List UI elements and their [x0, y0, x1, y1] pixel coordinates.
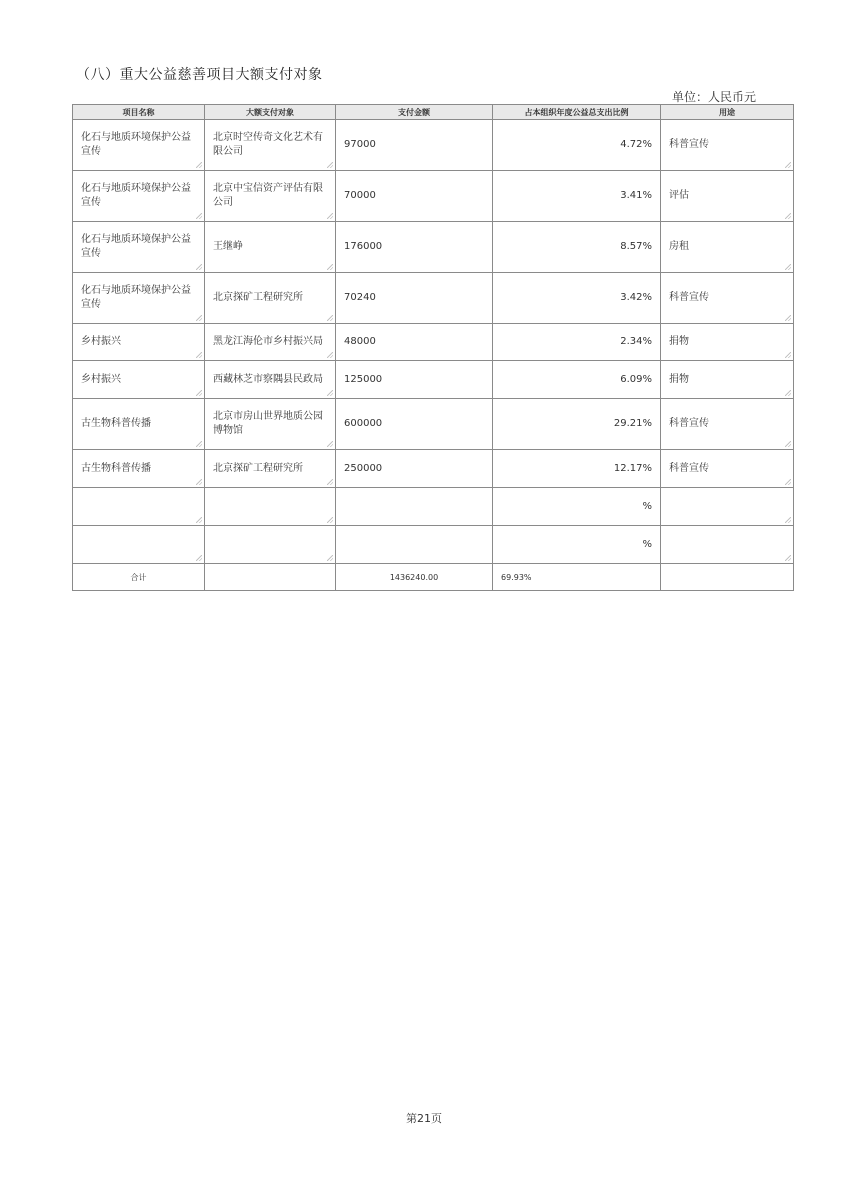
project-cell[interactable]: 乡村振兴 [73, 361, 205, 399]
resize-grip-icon[interactable] [327, 315, 333, 321]
resize-grip-icon[interactable] [327, 264, 333, 270]
table-row [73, 526, 794, 564]
resize-grip-icon[interactable] [327, 555, 333, 561]
payee-cell[interactable] [205, 526, 336, 564]
header-project: 项目名称 [73, 105, 205, 120]
payee-cell[interactable]: 北京探矿工程研究所 [205, 273, 336, 324]
amount-cell[interactable]: 176000 [336, 222, 493, 273]
resize-grip-icon[interactable] [196, 162, 202, 168]
amount-cell[interactable] [336, 526, 493, 564]
header-amount: 支付金额 [336, 105, 493, 120]
ratio-cell: 12.17% [493, 450, 661, 488]
resize-grip-icon[interactable] [785, 390, 791, 396]
table-row [73, 171, 794, 222]
payee-cell[interactable]: 西藏林芝市察隅县民政局 [205, 361, 336, 399]
resize-grip-icon[interactable] [196, 441, 202, 447]
total-amount: 1436240.00 [336, 564, 493, 591]
project-cell[interactable] [73, 488, 205, 526]
ratio-cell: 29.21% [493, 399, 661, 450]
header-use: 用途 [661, 105, 794, 120]
resize-grip-icon[interactable] [196, 213, 202, 219]
ratio-cell: 2.34% [493, 324, 661, 361]
payee-cell[interactable]: 黑龙江海伦市乡村振兴局 [205, 324, 336, 361]
use-cell[interactable]: 捐物 [661, 361, 794, 399]
table-row [73, 450, 794, 488]
amount-cell[interactable]: 250000 [336, 450, 493, 488]
total-label: 合计 [73, 564, 205, 591]
page-number: 第21页 [406, 1112, 442, 1125]
total-use-cell [661, 564, 794, 591]
amount-cell[interactable]: 70000 [336, 171, 493, 222]
amount-cell[interactable]: 600000 [336, 399, 493, 450]
section-title: （八）重大公益慈善项目大额支付对象 [76, 67, 323, 83]
resize-grip-icon[interactable] [327, 517, 333, 523]
ratio-cell: 4.72% [493, 120, 661, 171]
use-cell[interactable] [661, 526, 794, 564]
ratio-cell: 6.09% [493, 361, 661, 399]
amount-cell[interactable]: 97000 [336, 120, 493, 171]
resize-grip-icon[interactable] [327, 479, 333, 485]
resize-grip-icon[interactable] [785, 555, 791, 561]
use-cell[interactable]: 评估 [661, 171, 794, 222]
amount-cell[interactable] [336, 488, 493, 526]
table-header-row [73, 105, 794, 120]
resize-grip-icon[interactable] [327, 213, 333, 219]
project-cell[interactable]: 古生物科普传播 [73, 399, 205, 450]
payee-cell[interactable] [205, 488, 336, 526]
table-row [73, 120, 794, 171]
resize-grip-icon[interactable] [785, 162, 791, 168]
use-cell[interactable]: 科普宣传 [661, 450, 794, 488]
resize-grip-icon[interactable] [196, 555, 202, 561]
table-row [73, 488, 794, 526]
project-cell[interactable]: 化石与地质环境保护公益宣传 [73, 171, 205, 222]
resize-grip-icon[interactable] [327, 352, 333, 358]
use-cell[interactable]: 科普宣传 [661, 120, 794, 171]
table-row [73, 222, 794, 273]
amount-cell[interactable]: 70240 [336, 273, 493, 324]
unit-label: 单位：人民币元 [672, 90, 757, 104]
project-cell[interactable] [73, 526, 205, 564]
amount-cell[interactable]: 48000 [336, 324, 493, 361]
header-ratio: 占本组织年度公益总支出比例 [493, 105, 661, 120]
total-ratio: 69.93% [493, 564, 661, 591]
table-row [73, 361, 794, 399]
resize-grip-icon[interactable] [785, 315, 791, 321]
table-row [73, 324, 794, 361]
use-cell[interactable]: 捐物 [661, 324, 794, 361]
resize-grip-icon[interactable] [196, 264, 202, 270]
payee-cell[interactable]: 北京探矿工程研究所 [205, 450, 336, 488]
payee-cell[interactable]: 北京中宝信资产评估有限公司 [205, 171, 336, 222]
resize-grip-icon[interactable] [196, 315, 202, 321]
total-row [73, 564, 794, 591]
payment-table [72, 104, 794, 591]
resize-grip-icon[interactable] [785, 213, 791, 219]
resize-grip-icon[interactable] [196, 352, 202, 358]
resize-grip-icon[interactable] [196, 479, 202, 485]
ratio-cell: 3.41% [493, 171, 661, 222]
resize-grip-icon[interactable] [785, 264, 791, 270]
amount-cell[interactable]: 125000 [336, 361, 493, 399]
header-payee: 大额支付对象 [205, 105, 336, 120]
resize-grip-icon[interactable] [785, 441, 791, 447]
project-cell[interactable]: 乡村振兴 [73, 324, 205, 361]
resize-grip-icon[interactable] [785, 517, 791, 523]
resize-grip-icon[interactable] [196, 517, 202, 523]
resize-grip-icon[interactable] [327, 441, 333, 447]
use-cell[interactable]: 科普宣传 [661, 273, 794, 324]
resize-grip-icon[interactable] [196, 390, 202, 396]
total-payee-cell [205, 564, 336, 591]
payee-cell[interactable]: 王继峥 [205, 222, 336, 273]
resize-grip-icon[interactable] [785, 479, 791, 485]
ratio-cell: 3.42% [493, 273, 661, 324]
ratio-cell: 8.57% [493, 222, 661, 273]
project-cell[interactable]: 化石与地质环境保护公益宣传 [73, 222, 205, 273]
payee-cell[interactable]: 北京市房山世界地质公园博物馆 [205, 399, 336, 450]
ratio-cell: % [493, 488, 661, 526]
resize-grip-icon[interactable] [785, 352, 791, 358]
table-row [73, 273, 794, 324]
resize-grip-icon[interactable] [327, 390, 333, 396]
project-cell[interactable]: 化石与地质环境保护公益宣传 [73, 273, 205, 324]
payee-cell[interactable]: 北京时空传奇文化艺术有限公司 [205, 120, 336, 171]
project-cell[interactable]: 化石与地质环境保护公益宣传 [73, 120, 205, 171]
use-cell[interactable] [661, 488, 794, 526]
use-cell[interactable]: 科普宣传 [661, 399, 794, 450]
resize-grip-icon[interactable] [327, 162, 333, 168]
table-row [73, 399, 794, 450]
project-cell[interactable]: 古生物科普传播 [73, 450, 205, 488]
use-cell[interactable]: 房租 [661, 222, 794, 273]
ratio-cell: % [493, 526, 661, 564]
